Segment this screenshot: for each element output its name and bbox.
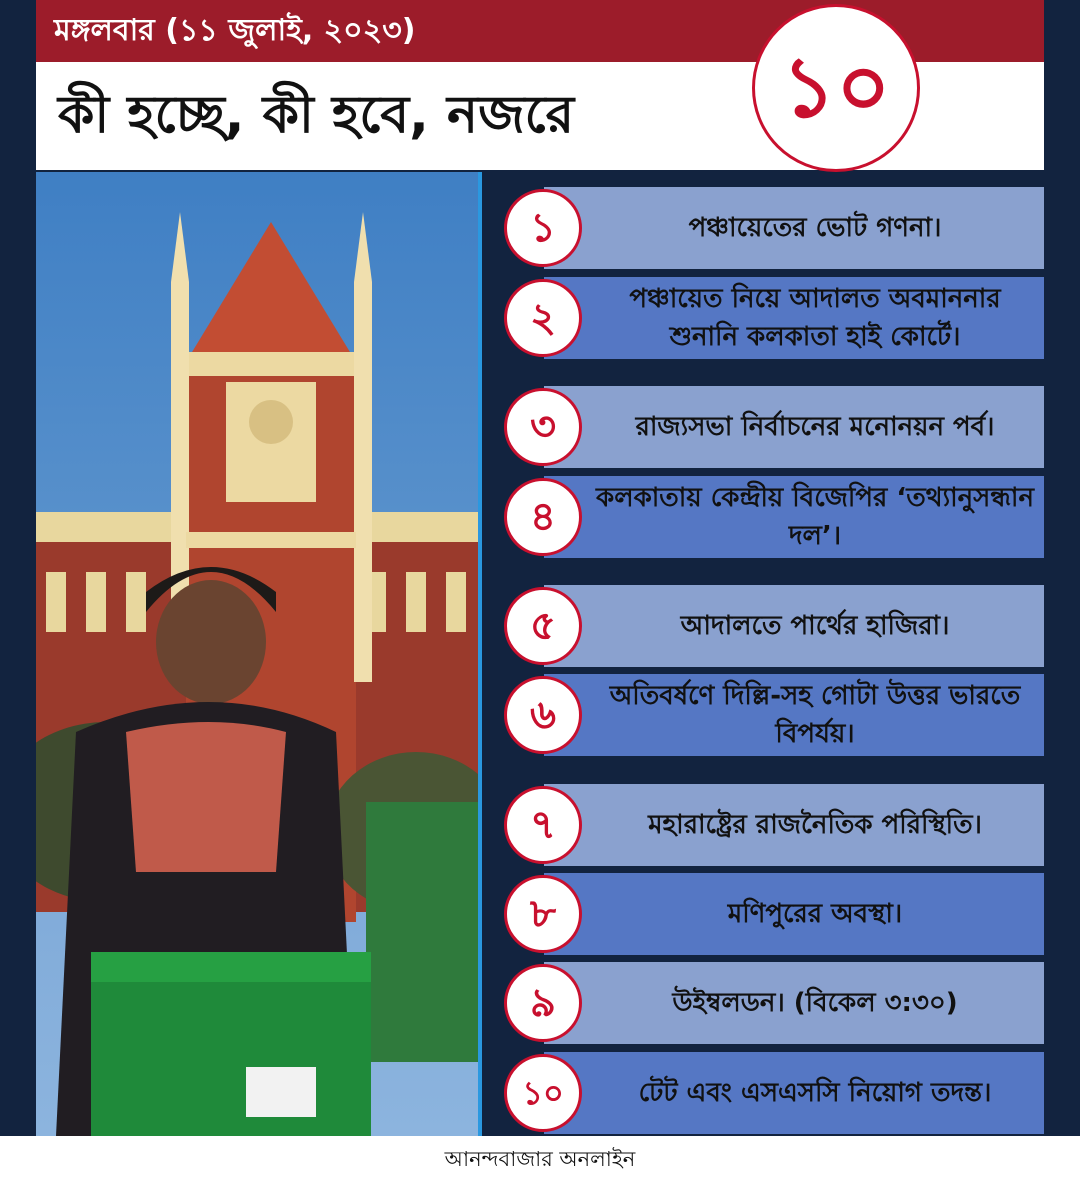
item-number-badge: ২ <box>504 279 582 357</box>
list-item <box>544 1052 1044 1134</box>
list-item <box>544 784 1044 866</box>
item-text: আদালতে পার্থের হাজিরা। <box>680 611 950 641</box>
list-item <box>544 386 1044 468</box>
item-text: কলকাতায় কেন্দ্রীয় বিজেপির ‘তথ্যানুসন্ধান দল’। <box>596 483 1034 551</box>
item-number-badge: ৯ <box>504 964 582 1042</box>
list-item <box>544 962 1044 1044</box>
item-text: পঞ্চায়েতের ভোট গণনা। <box>688 213 942 243</box>
item-text: পঞ্চায়েত নিয়ে আদালত অবমাননার শুনানি কলকাতা হাই কোর্টে। <box>629 284 1001 352</box>
item-number-badge: ৩ <box>504 388 582 466</box>
item-number-badge: ৫ <box>504 587 582 665</box>
item-number-badge: ৭ <box>504 786 582 864</box>
item-text: উইম্বলডন। (বিকেল ৩:৩০) <box>672 988 958 1018</box>
item-number-badge: ৪ <box>504 478 582 556</box>
list-item <box>544 187 1044 269</box>
item-text: মহারাষ্ট্রের রাজনৈতিক পরিস্থিতি। <box>648 810 982 840</box>
item-text: রাজ্যসভা নির্বাচনের মনোনয়ন পর্ব। <box>635 412 995 442</box>
item-text: টেট এবং এসএসসি নিয়োগ তদন্ত। <box>638 1078 992 1108</box>
list-item <box>544 585 1044 667</box>
item-text: অতিবর্ষণে দিল্লি-সহ গোটা উত্তর ভারতে বিপর্যয়। <box>609 681 1021 749</box>
list-item <box>544 476 1044 558</box>
footer-brand: আনন্দবাজার অনলাইন <box>0 1136 1080 1182</box>
list-item <box>544 277 1044 359</box>
divider <box>478 172 482 1136</box>
list-item <box>544 674 1044 756</box>
list-item <box>544 873 1044 955</box>
item-number-badge: ১০ <box>504 1054 582 1132</box>
item-text: মণিপুরের অবস্থা। <box>727 899 903 929</box>
news-photo <box>36 172 478 1136</box>
item-number-badge: ৮ <box>504 875 582 953</box>
item-number-badge: ১ <box>504 189 582 267</box>
page-title: কী হচ্ছে, কী হবে, নজরে <box>58 85 575 145</box>
date-bar: মঙ্গলবার (১১ জুলাই, ২০২৩) <box>36 0 1044 62</box>
item-number-badge: ৬ <box>504 676 582 754</box>
count-badge: ১০ <box>752 4 920 172</box>
